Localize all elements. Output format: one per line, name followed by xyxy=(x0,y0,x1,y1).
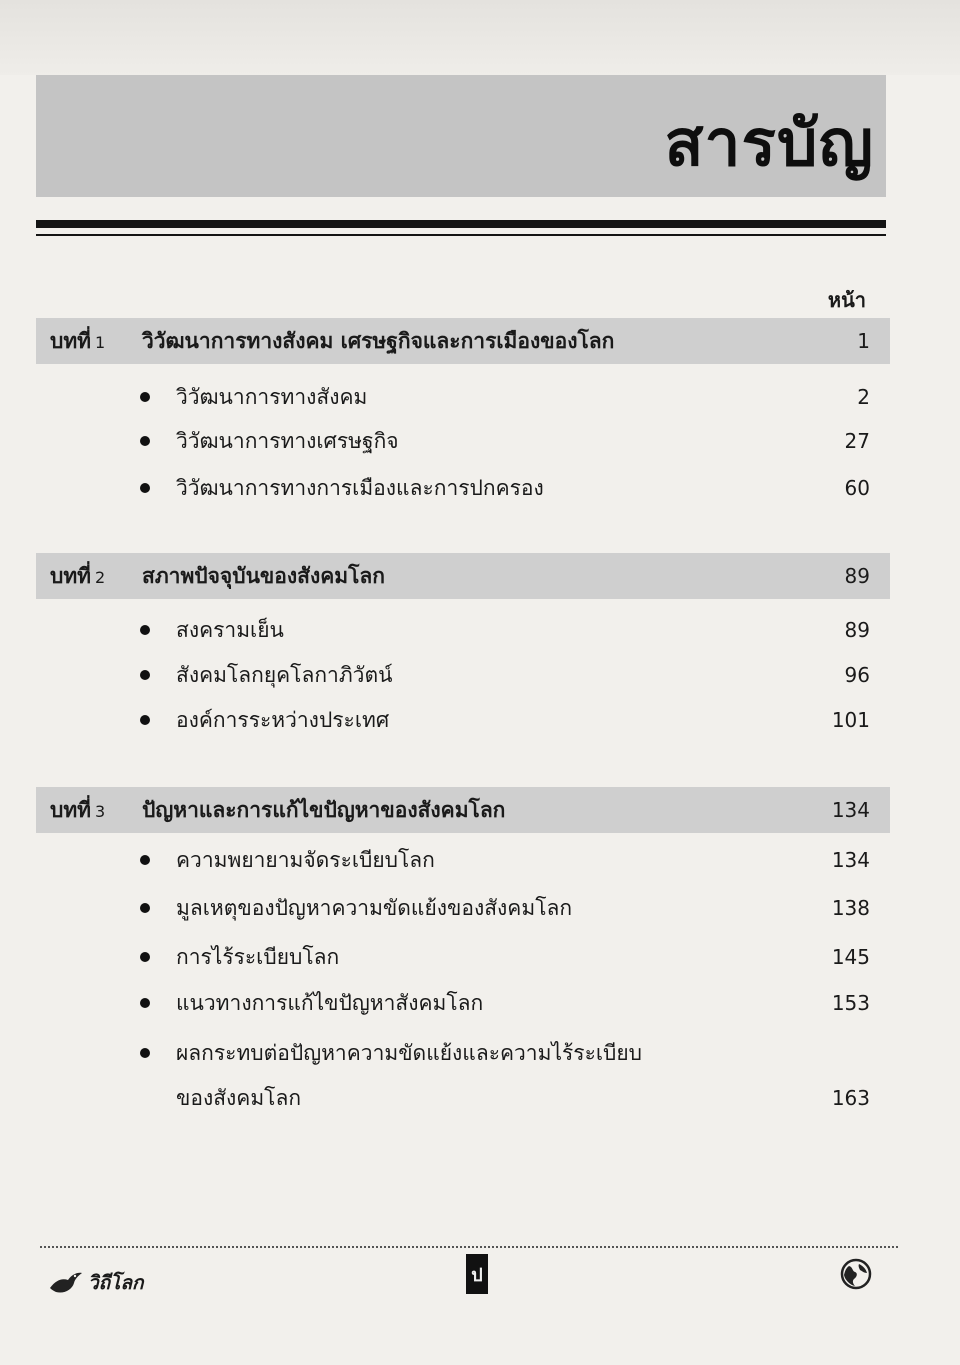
page-column-header: หน้า xyxy=(827,288,866,312)
bullet-icon xyxy=(140,436,150,446)
chapter-page: 134 xyxy=(831,798,870,822)
toc-item: วิวัฒนาการทางเศรษฐกิจ 27 xyxy=(140,421,870,461)
chapter-label: บทที่ 1 xyxy=(50,328,106,353)
toc-item: วิวัฒนาการทางการเมืองและการปกครอง 60 xyxy=(140,468,870,508)
page-number: ป xyxy=(466,1254,488,1294)
bullet-icon xyxy=(140,715,150,725)
toc-item: การไร้ระเบียบโลก 145 xyxy=(140,937,870,977)
globe-icon xyxy=(840,1258,872,1290)
toc-title: สารบัญ xyxy=(664,107,874,181)
footer-divider xyxy=(40,1246,898,1248)
bird-icon xyxy=(48,1270,84,1296)
bullet-icon xyxy=(140,625,150,635)
title-rule-thin xyxy=(36,234,886,236)
chapter-page: 89 xyxy=(844,564,870,588)
chapter-title: สภาพปัจจุบันของสังคมโลก xyxy=(142,563,385,588)
bullet-icon xyxy=(140,1048,150,1058)
chapter-1-header xyxy=(36,318,890,364)
chapter-label: บทที่ 2 xyxy=(50,563,106,588)
bleed-through-area xyxy=(0,0,960,75)
publisher-logo xyxy=(48,1268,144,1298)
bullet-icon xyxy=(140,392,150,402)
title-rule-thick xyxy=(36,220,886,228)
toc-item: ผลกระทบต่อปัญหาความขัดแย้งและความไร้ระเบียบ xyxy=(140,1033,870,1073)
chapter-3-header xyxy=(36,787,890,833)
bullet-icon xyxy=(140,903,150,913)
bullet-icon xyxy=(140,855,150,865)
toc-item: วิวัฒนาการทางสังคม 2 xyxy=(140,377,870,417)
chapter-label: บทที่ 3 xyxy=(50,797,106,822)
toc-item: สงครามเย็น 89 xyxy=(140,610,870,650)
chapter-title: วิวัฒนาการทางสังคม เศรษฐกิจและการเมืองของโลก xyxy=(142,328,615,353)
bullet-icon xyxy=(140,670,150,680)
toc-item-continuation: ของสังคมโลก 163 xyxy=(176,1085,870,1110)
toc-item: องค์การระหว่างประเทศ 101 xyxy=(140,700,870,740)
chapter-2-header xyxy=(36,553,890,599)
bullet-icon xyxy=(140,998,150,1008)
bullet-icon xyxy=(140,952,150,962)
chapter-title: ปัญหาและการแก้ไขปัญหาของสังคมโลก xyxy=(142,797,506,822)
publisher-name: วิถีโลก xyxy=(88,1272,144,1294)
toc-item: ความพยายามจัดระเบียบโลก 134 xyxy=(140,840,870,880)
toc-item: สังคมโลกยุคโลกาภิวัตน์ 96 xyxy=(140,655,870,695)
toc-item: แนวทางการแก้ไขปัญหาสังคมโลก 153 xyxy=(140,983,870,1023)
bullet-icon xyxy=(140,483,150,493)
chapter-page: 1 xyxy=(857,329,870,353)
toc-item: มูลเหตุของปัญหาความขัดแย้งของสังคมโลก 138 xyxy=(140,888,870,928)
